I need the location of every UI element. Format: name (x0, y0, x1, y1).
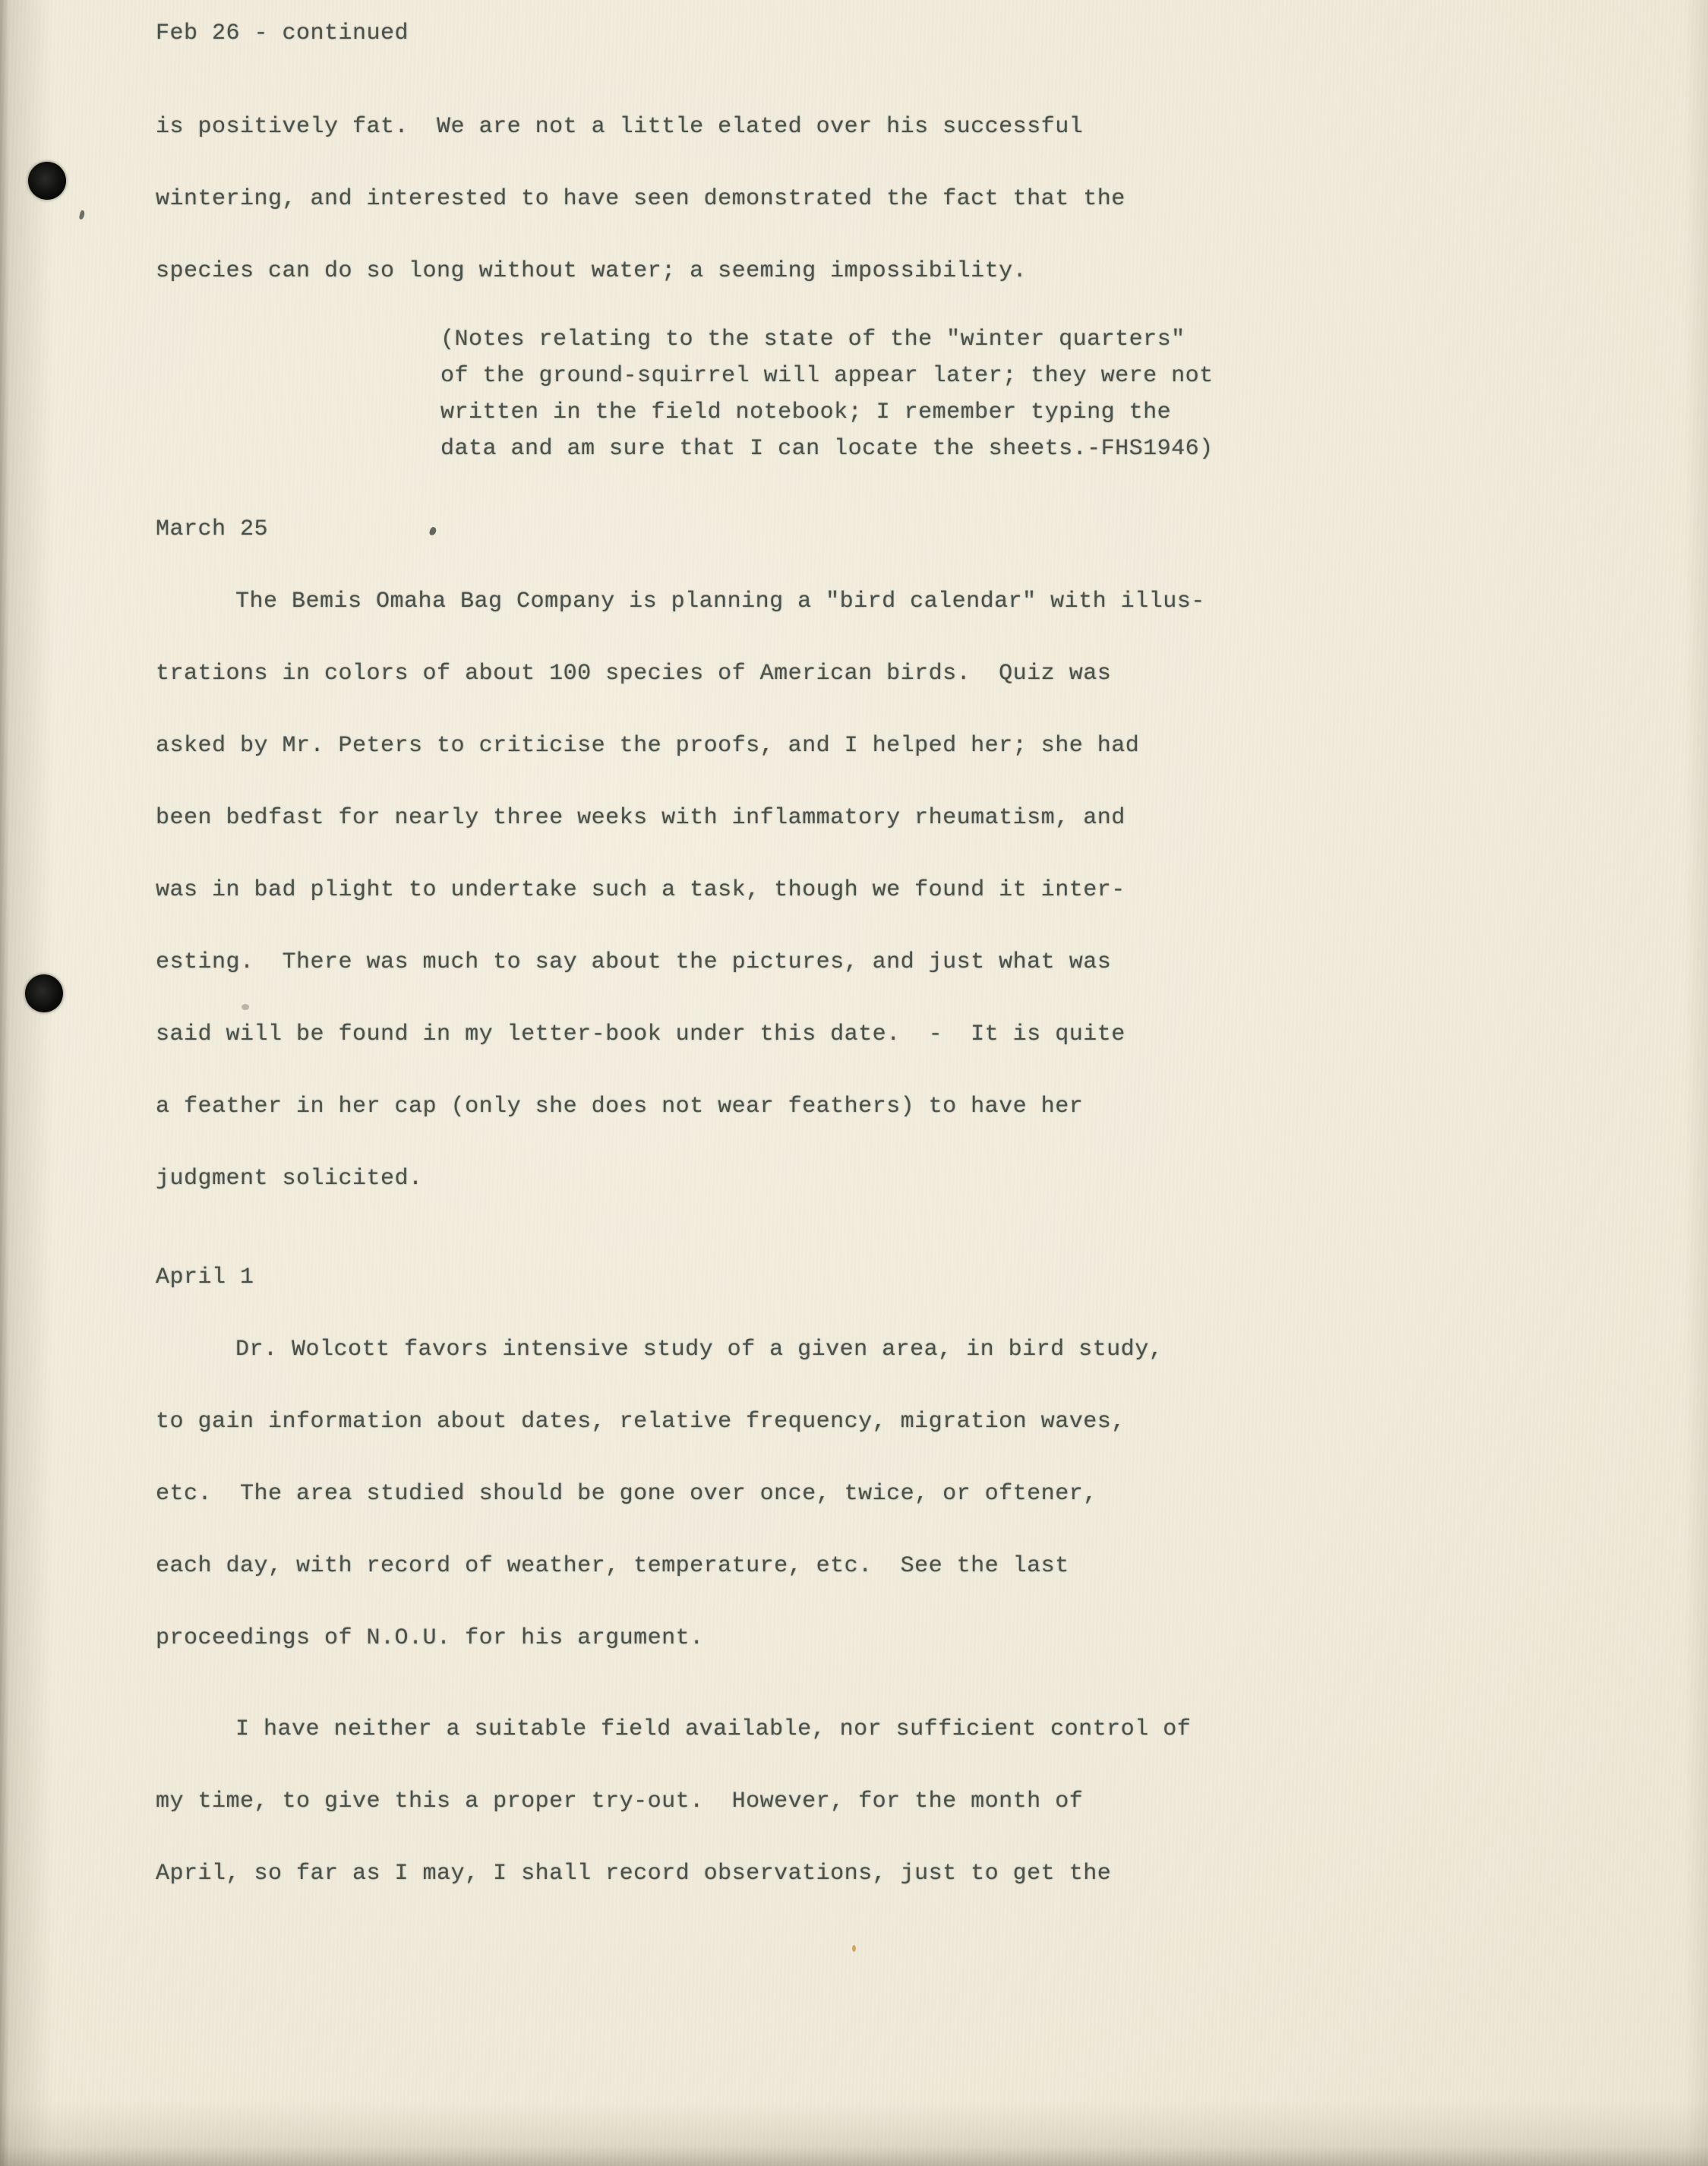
text-line: was in bad plight to undertake such a task, though we found it inter- (156, 877, 1126, 903)
text-line: April, so far as I may, I shall record observations, just to get the (156, 1861, 1112, 1887)
paragraph-march25 (156, 566, 1644, 1215)
date-heading-march25: March 25 (156, 516, 269, 542)
note-line: (Notes relating to the state of the "winter quarters" (440, 327, 1185, 352)
text-line: wintering, and interested to have seen demonstrated the fact that the (156, 186, 1126, 212)
text-line: proceedings of N.O.U. for his argument. (156, 1625, 704, 1651)
paragraph-wolcott (156, 1314, 1644, 1675)
date-heading-april1: April 1 (156, 1265, 254, 1290)
page-header-section (156, 0, 1644, 70)
note-line: of the ground-squirrel will appear later; they were not (440, 363, 1214, 389)
heading-april1-section (156, 1242, 1644, 1314)
text-line: each day, with record of weather, temperature, etc. See the last (156, 1553, 1069, 1579)
note-line: data and am sure that I can locate the sheets.-FHS1946) (440, 436, 1214, 462)
text-line: Dr. Wolcott favors intensive study of a given area, in bird study, (235, 1337, 1163, 1362)
ink-speck (852, 1945, 856, 1952)
punch-hole-top (28, 162, 66, 200)
note-line: written in the field notebook; I remember typing the (440, 399, 1172, 425)
date-heading-feb26: Feb 26 - continued (156, 21, 409, 46)
heading-march25-section (156, 494, 1644, 566)
text-line: The Bemis Omaha Bag Company is planning a "bird calendar" with illus- (235, 589, 1205, 614)
ink-speck (79, 210, 86, 219)
text-line: said will be found in my letter-book under this date. - It is quite (156, 1021, 1126, 1047)
text-line: species can do so long without water; a seeming impossibility. (156, 258, 1028, 284)
text-line: trations in colors of about 100 species of American birds. Quiz was (156, 661, 1112, 687)
text-line: to gain information about dates, relative frequency, migration waves, (156, 1409, 1126, 1435)
text-line: etc. The area studied should be gone over once, twice, or oftener, (156, 1481, 1097, 1507)
text-line: a feather in her cap (only she does not wear feathers) to have her (156, 1094, 1084, 1119)
punch-hole-bottom (25, 974, 63, 1012)
typewritten-text (156, 0, 1644, 1910)
text-line: I have neither a suitable field available, nor sufficient control of (235, 1716, 1192, 1742)
text-line: is positively fat. We are not a little elated over his successful (156, 114, 1084, 140)
paragraph-feb26 (156, 91, 1644, 308)
text-line: my time, to give this a proper try-out. However, for the month of (156, 1789, 1084, 1814)
text-line: esting. There was much to say about the pictures, and just what was (156, 949, 1112, 975)
text-line: judgment solicited. (156, 1166, 423, 1192)
paragraph-tryout (156, 1694, 1644, 1910)
text-line: asked by Mr. Peters to criticise the proofs, and I helped her; she had (156, 733, 1140, 759)
editor-note-block (440, 321, 1644, 467)
text-line: been bedfast for nearly three weeks with inflammatory rheumatism, and (156, 805, 1126, 831)
